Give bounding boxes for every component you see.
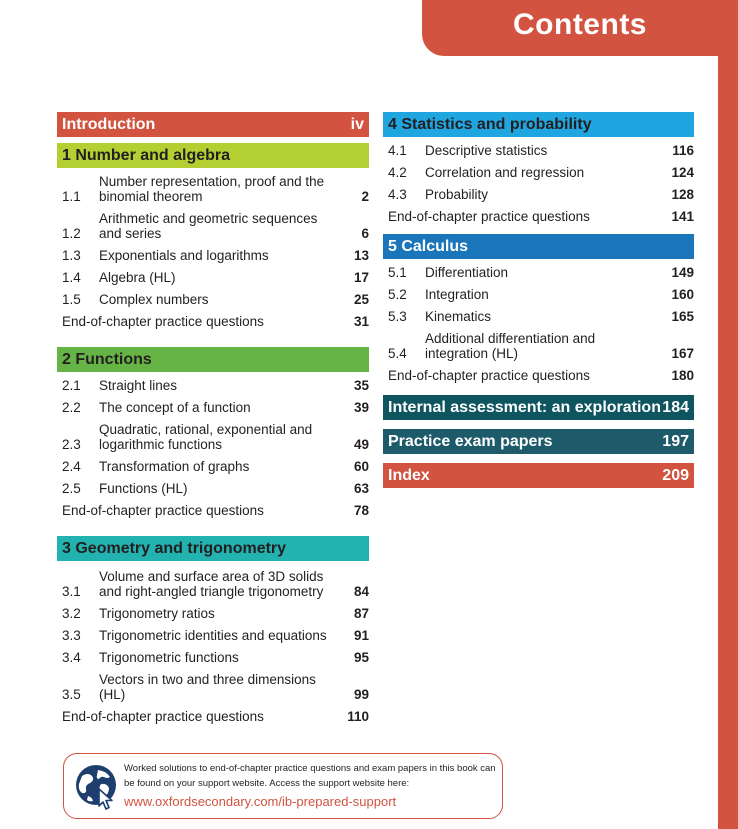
contents-header-tab — [422, 0, 738, 56]
entry-page: 13 — [353, 248, 369, 263]
toc-entry-5-4[interactable] — [383, 328, 694, 365]
entry-page: 60 — [353, 459, 369, 474]
toc-entry-2-5[interactable] — [57, 478, 369, 500]
entry-title: Vectors in two and three dimensions (HL) — [99, 672, 316, 702]
right-column — [383, 112, 694, 488]
entry-number: 3.2 — [62, 606, 81, 621]
toc-entry-3-5[interactable] — [57, 669, 369, 706]
toc-entry-3-2[interactable] — [57, 603, 369, 625]
entry-number: 1.1 — [62, 189, 81, 204]
toc-entry-2-3[interactable] — [57, 419, 369, 456]
chapter-4-title: 4 Statistics and probability — [388, 115, 592, 133]
entry-number: 1.5 — [62, 292, 81, 307]
entry-page: 25 — [353, 292, 369, 307]
toc-entry-4-3[interactable] — [383, 184, 694, 206]
entry-page: 17 — [353, 270, 369, 285]
entry-number: 5.3 — [388, 309, 407, 324]
entry-number: 3.4 — [62, 650, 81, 665]
toc-entry-1-3[interactable] — [57, 245, 369, 267]
toc-entry-2-4[interactable] — [57, 456, 369, 478]
entry-title: The concept of a function — [99, 400, 251, 415]
toc-end-of-chapter-4[interactable] — [383, 206, 694, 228]
entry-number: 5.2 — [388, 287, 407, 302]
chapter-2-title: 2 Functions — [62, 350, 152, 368]
entry-number: 2.3 — [62, 437, 81, 452]
toc-introduction[interactable] — [57, 112, 369, 137]
side-strip — [718, 56, 738, 829]
entry-number: 2.4 — [62, 459, 81, 474]
entry-number: 2.5 — [62, 481, 81, 496]
toc-end-of-chapter-5[interactable] — [383, 365, 694, 387]
toc-entry-2-2[interactable] — [57, 397, 369, 419]
entry-number: 1.4 — [62, 270, 81, 285]
toc-entry-2-1[interactable] — [57, 375, 369, 397]
left-column — [57, 112, 369, 728]
entry-page: 84 — [353, 584, 369, 599]
chapter-5-heading[interactable] — [383, 234, 694, 259]
entry-title: End-of-chapter practice questions — [62, 314, 264, 329]
entry-title: Kinematics — [425, 309, 492, 324]
page-title: Contents — [513, 8, 647, 41]
entry-title: Algebra (HL) — [99, 270, 176, 285]
entry-page: 6 — [361, 226, 369, 241]
entry-title: Probability — [425, 187, 489, 202]
entry-number: 2.1 — [62, 378, 81, 393]
entry-page: 141 — [671, 209, 694, 224]
chapter-5-title: 5 Calculus — [388, 237, 469, 255]
chapter-2-heading[interactable] — [57, 347, 369, 372]
entry-page: 35 — [353, 378, 369, 393]
entry-page: 116 — [672, 143, 694, 158]
toc-entry-3-1[interactable] — [57, 566, 369, 603]
entry-title: Arithmetic and geometric sequences and series — [99, 211, 318, 241]
chapter-3-title: 3 Geometry and trigonometry — [62, 539, 287, 557]
toc-internal-assessment[interactable] — [383, 395, 694, 420]
entry-title: Trigonometry ratios — [99, 606, 215, 621]
toc-entry-5-1[interactable] — [383, 262, 694, 284]
chapter-1-heading[interactable] — [57, 143, 369, 168]
support-website-link[interactable]: www.oxfordsecondary.com/ib-prepared-support — [124, 794, 397, 809]
entry-title: Number representation, proof and the binomial theorem — [99, 174, 325, 204]
entry-title: Transformation of graphs — [99, 459, 250, 474]
entry-title: Trigonometric functions — [99, 650, 239, 665]
practice-exam-papers-label: Practice exam papers — [388, 432, 553, 450]
entry-title: End-of-chapter practice questions — [62, 503, 264, 518]
entry-title: Functions (HL) — [99, 481, 188, 496]
entry-page: 167 — [671, 346, 694, 361]
entry-number: 5.4 — [388, 346, 407, 361]
toc-entry-5-2[interactable] — [383, 284, 694, 306]
toc-entry-3-4[interactable] — [57, 647, 369, 669]
support-note-text: Worked solutions to end-of-chapter practice questions and exam papers in this book can be found on your support website. Access the support website here: — [124, 763, 496, 789]
chapter-1-title: 1 Number and algebra — [62, 146, 231, 164]
entry-number: 3.1 — [62, 584, 81, 599]
entry-number: 4.2 — [388, 165, 407, 180]
index-page: 209 — [662, 466, 689, 484]
practice-exam-papers-page: 197 — [662, 432, 689, 450]
entry-title: Trigonometric identities and equations — [99, 628, 327, 643]
entry-title: Integration — [425, 287, 489, 302]
toc-practice-exam-papers[interactable] — [383, 429, 694, 454]
support-website-note — [63, 753, 503, 819]
toc-end-of-chapter-3[interactable] — [57, 706, 369, 728]
entry-title: Straight lines — [99, 378, 178, 393]
entry-title: Correlation and regression — [425, 165, 585, 180]
introduction-page: iv — [350, 115, 364, 133]
entry-page: 128 — [671, 187, 694, 202]
chapter-4-heading[interactable] — [383, 112, 694, 137]
entry-page: 99 — [353, 687, 369, 702]
entry-title: Volume and surface area of 3D solids and right-angled triangle trigonometry — [99, 569, 324, 599]
entry-title: Quadratic, rational, exponential and logarithmic functions — [99, 422, 313, 452]
entry-page: 110 — [347, 709, 369, 724]
internal-assessment-page: 184 — [662, 398, 689, 416]
entry-page: 87 — [353, 606, 369, 621]
toc-entry-1-2[interactable] — [57, 208, 369, 245]
toc-entry-3-3[interactable] — [57, 625, 369, 647]
entry-page: 180 — [671, 368, 694, 383]
toc-entry-1-5[interactable] — [57, 289, 369, 311]
entry-page: 95 — [353, 650, 369, 665]
toc-index[interactable] — [383, 463, 694, 488]
entry-number: 3.5 — [62, 687, 81, 702]
introduction-label: Introduction — [62, 115, 156, 133]
entry-page: 63 — [353, 481, 369, 496]
entry-number: 1.2 — [62, 226, 81, 241]
internal-assessment-label: Internal assessment: an exploration — [388, 398, 661, 416]
entry-page: 2 — [361, 189, 369, 204]
entry-page: 39 — [353, 400, 369, 415]
entry-title: Exponentials and logarithms — [99, 248, 269, 263]
entry-page: 49 — [353, 437, 369, 452]
toc-end-of-chapter-1[interactable] — [57, 311, 369, 333]
toc-entry-5-3[interactable] — [383, 306, 694, 328]
chapter-3-heading[interactable] — [57, 536, 369, 561]
entry-title: End-of-chapter practice questions — [62, 709, 264, 724]
toc-entry-4-2[interactable] — [383, 162, 694, 184]
toc-end-of-chapter-2[interactable] — [57, 500, 369, 522]
entry-number: 4.1 — [388, 143, 407, 158]
toc-entry-4-1[interactable] — [383, 140, 694, 162]
entry-page: 124 — [671, 165, 694, 180]
entry-page: 160 — [671, 287, 694, 302]
entry-page: 31 — [353, 314, 369, 329]
entry-page: 165 — [671, 309, 694, 324]
entry-title: Descriptive statistics — [425, 143, 548, 158]
entry-number: 4.3 — [388, 187, 407, 202]
globe-cursor-icon — [72, 762, 120, 812]
entry-number: 5.1 — [388, 265, 407, 280]
entry-title: End-of-chapter practice questions — [388, 209, 590, 224]
entry-page: 91 — [353, 628, 369, 643]
entry-page: 149 — [671, 265, 694, 280]
toc-entry-1-4[interactable] — [57, 267, 369, 289]
entry-number: 3.3 — [62, 628, 81, 643]
entry-title: Differentiation — [425, 265, 509, 280]
entry-title: End-of-chapter practice questions — [388, 368, 590, 383]
entry-number: 1.3 — [62, 248, 81, 263]
index-label: Index — [388, 466, 430, 484]
entry-title: Additional differentiation and integration (HL) — [425, 331, 596, 361]
entry-title: Complex numbers — [99, 292, 209, 307]
entry-page: 78 — [353, 503, 369, 518]
tab-curve — [698, 56, 718, 76]
toc-entry-1-1[interactable] — [57, 171, 369, 208]
entry-number: 2.2 — [62, 400, 81, 415]
